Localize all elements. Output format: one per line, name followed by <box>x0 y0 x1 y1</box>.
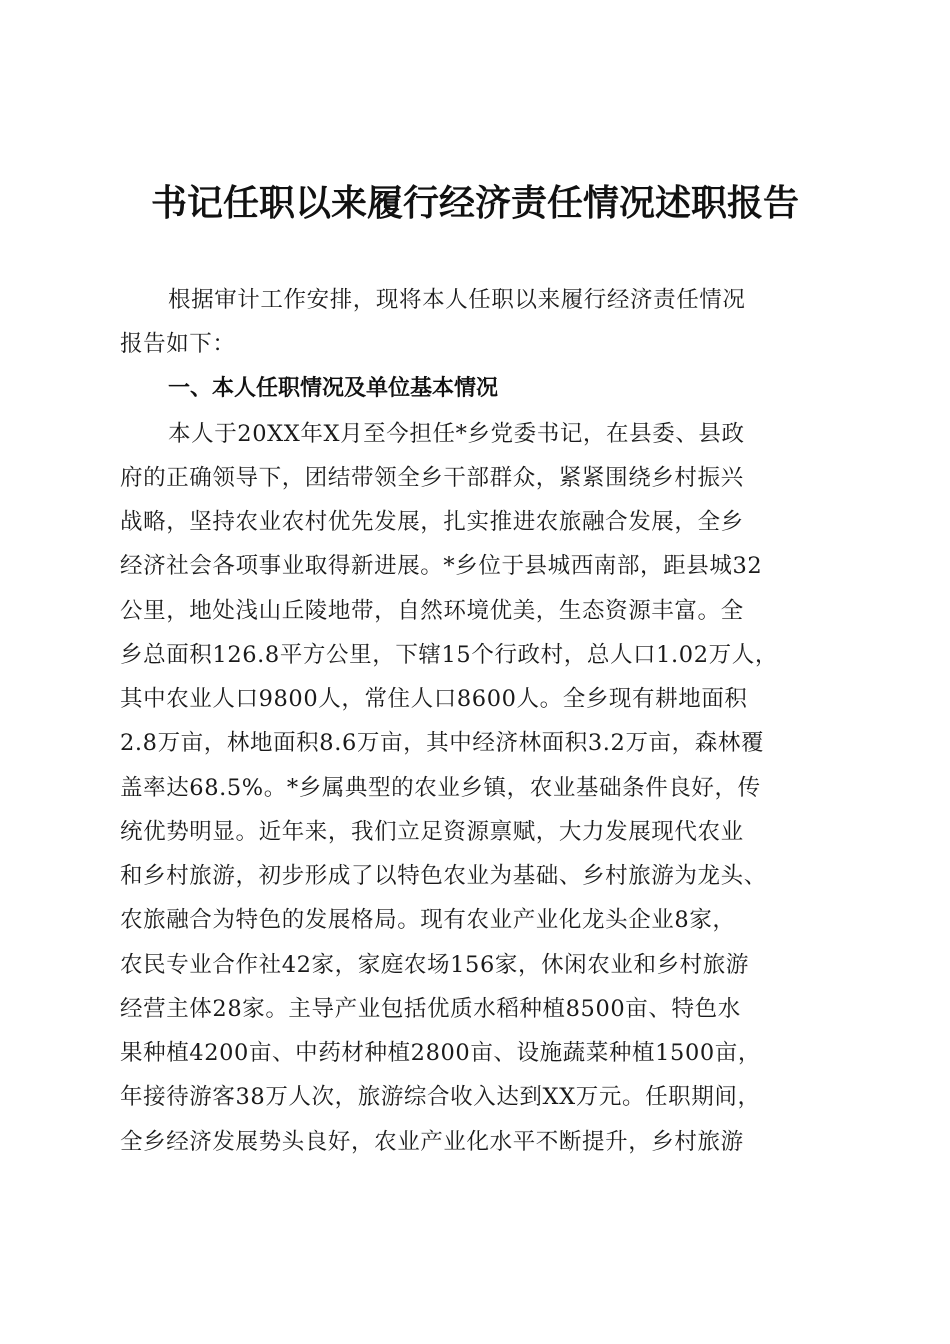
paragraph-line: 战略，坚持农业农村优先发展，扎实推进农旅融合发展，全乡 <box>120 509 744 535</box>
paragraph-line: 果种植4200亩、中药材种植2800亩、设施蔬菜种植1500亩， <box>120 1040 761 1066</box>
section-heading: 一、本人任职情况及单位基本情况 <box>168 376 499 401</box>
paragraph-line: 经济社会各项事业取得新进展。*乡位于县城西南部，距县城32 <box>120 553 763 579</box>
intro-line: 根据审计工作安排，现将本人任职以来履行经济责任情况 <box>168 287 746 313</box>
paragraph-line: 本人于20XX年X月至今担任*乡党委书记，在县委、县政 <box>168 421 745 447</box>
paragraph-line: 府的正确领导下，团结带领全乡干部群众，紧紧围绕乡村振兴 <box>120 465 744 491</box>
paragraph-line: 农旅融合为特色的发展格局。现有农业产业化龙头企业8家， <box>120 907 736 933</box>
paragraph-line: 2.8万亩，林地面积8.6万亩，其中经济林面积3.2万亩，森林覆 <box>120 730 765 756</box>
paragraph-line: 乡总面积126.8平方公里，下辖15个行政村，总人口1.02万人， <box>120 642 778 668</box>
paragraph-line: 经营主体28家。主导产业包括优质水稻种植8500亩、特色水 <box>120 996 741 1022</box>
paragraph-line: 盖率达68.5%。*乡属典型的农业乡镇，农业基础条件良好，传 <box>120 775 761 801</box>
paragraph-line: 公里，地处浅山丘陵地带，自然环境优美，生态资源丰富。全 <box>120 598 744 624</box>
paragraph-line: 其中农业人口9800人，常住人口8600人。全乡现有耕地面积 <box>120 686 748 712</box>
paragraph-line: 年接待游客38万人次，旅游综合收入达到XX万元。任职期间， <box>120 1084 761 1110</box>
paragraph-line: 统优势明显。近年来，我们立足资源禀赋，大力发展现代农业 <box>120 819 744 845</box>
intro-line: 报告如下： <box>120 331 236 357</box>
paragraph-line: 和乡村旅游，初步形成了以特色农业为基础、乡村旅游为龙头、 <box>120 863 767 889</box>
paragraph-line: 全乡经济发展势头良好，农业产业化水平不断提升，乡村旅游 <box>120 1129 744 1155</box>
paragraph-line: 农民专业合作社42家，家庭农场156家，休闲农业和乡村旅游 <box>120 952 749 978</box>
document-title: 书记任职以来履行经济责任情况述职报告 <box>150 182 799 224</box>
